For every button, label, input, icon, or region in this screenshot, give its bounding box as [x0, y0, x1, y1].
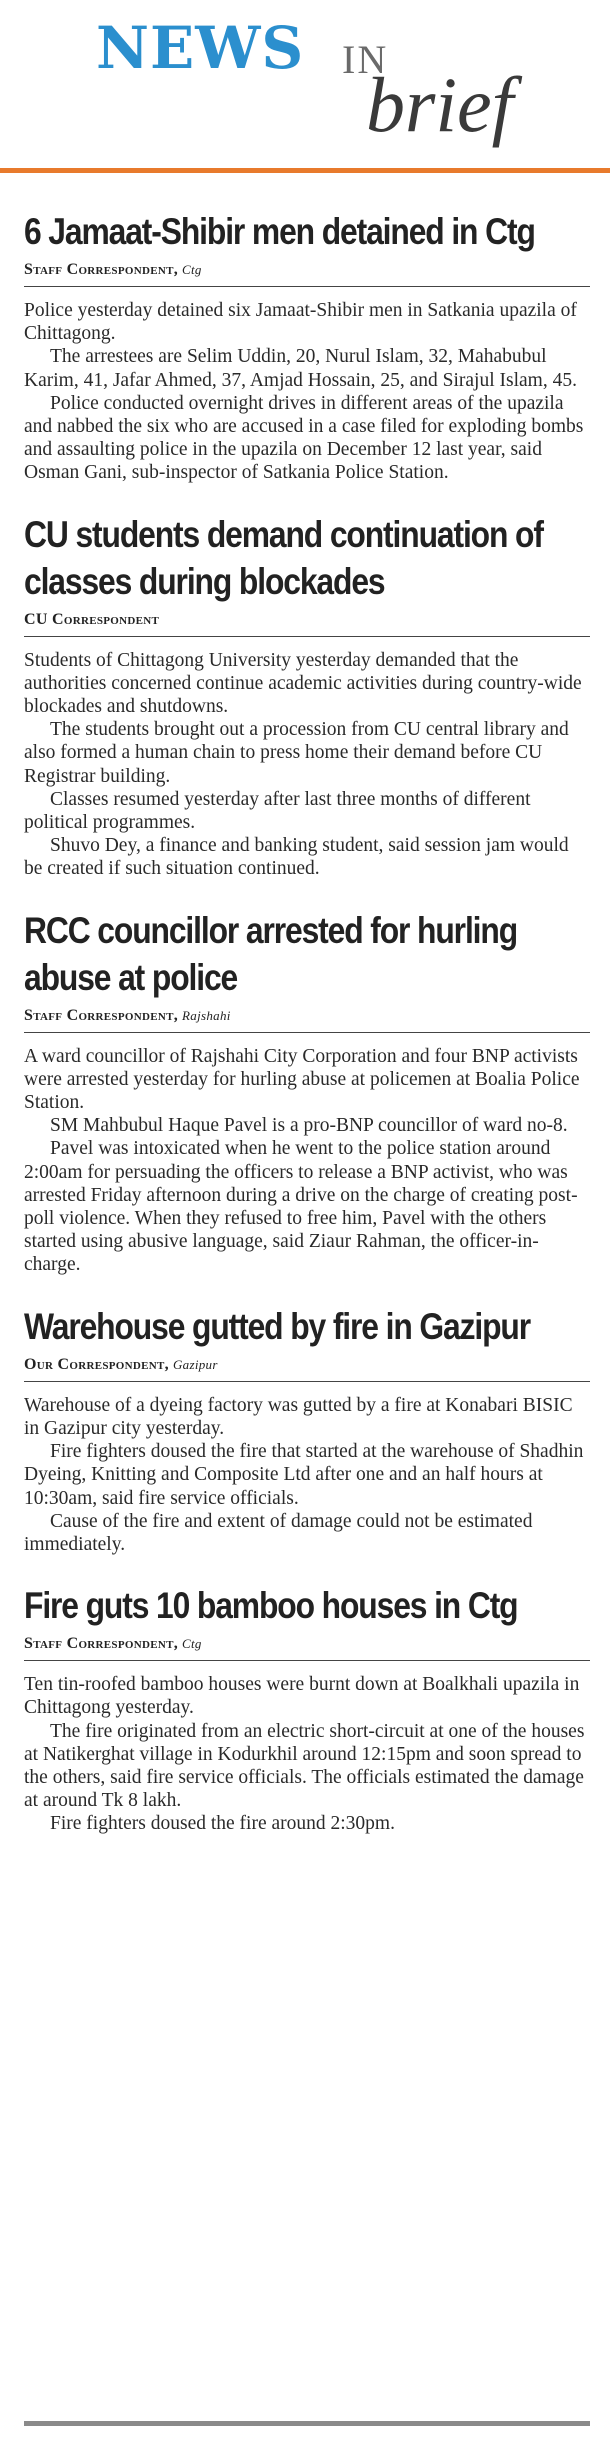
- byline-author: Staff Correspondent,: [24, 261, 179, 278]
- story-body: [24, 1045, 590, 1277]
- story-paragraph: Warehouse of a dyeing factory was gutted by a fire at Konabari BISIC in Gazipur city yesterday.: [24, 1394, 573, 1439]
- story-byline: [24, 1356, 590, 1382]
- story-paragraph: The fire originated from an electric short-circuit at one of the houses at Natikerghat village in Kodurkhil around 12:15pm and soon spread to the others, said fire service officials. The officials estimated the damage at around Tk 8 lakh.: [24, 1720, 585, 1812]
- byline-author: Our Correspondent,: [24, 1355, 169, 1373]
- story: [24, 1582, 590, 1835]
- masthead-brief: brief: [366, 61, 514, 148]
- story-headline: Fire guts 10 bamboo houses in Ctg: [24, 1585, 518, 1627]
- story-headline: CU students demand continuation of classes during blockades: [24, 513, 543, 602]
- story: [24, 511, 590, 881]
- story-paragraph: Police yesterday detained six Jamaat-Shibir men in Satkania upazila of Chittagong.: [24, 300, 577, 345]
- story-paragraph: A ward councillor of Rajshahi City Corporation and four BNP activists were arrested yesterday for hurling abuse at policemen at Boalia Police Station.: [24, 1045, 580, 1114]
- story-body: [24, 1394, 590, 1556]
- story-paragraph: Shuvo Dey, a finance and banking student, said session jam would be created if such situation continued.: [24, 835, 569, 880]
- story-body: [24, 299, 590, 485]
- byline-location: Ctg: [182, 1636, 202, 1652]
- story-headline: 6 Jamaat-Shibir men detained in Ctg: [24, 211, 535, 252]
- story-headline: RCC councillor arrested for hurling abuse at police: [24, 909, 518, 998]
- story-paragraph: SM Mahbubul Haque Pavel is a pro-BNP councillor of ward no-8.: [50, 1115, 568, 1137]
- story-byline: [24, 611, 590, 637]
- story-byline: [24, 1007, 590, 1033]
- story-paragraph: Cause of the fire and extent of damage could not be estimated immediately.: [24, 1510, 533, 1555]
- story-paragraph: Fire fighters doused the fire around 2:30pm.: [50, 1813, 395, 1835]
- story-body: [24, 649, 590, 881]
- story: [24, 907, 590, 1277]
- story-byline: [24, 261, 590, 287]
- masthead: [24, 0, 590, 150]
- story: [24, 1303, 590, 1556]
- story-paragraph: Ten tin-roofed bamboo houses were burnt down at Boalkhali upazila in Chittagong yesterday.: [24, 1674, 580, 1719]
- story-body: [24, 1673, 590, 1835]
- story-paragraph: Classes resumed yesterday after last three months of different political programmes.: [24, 788, 531, 834]
- story-paragraph: Fire fighters doused the fire that started at the warehouse of Shadhin Dyeing, Knitting and Composite Ltd after one and an half hours at 10:30am, said fire service officials.: [24, 1441, 584, 1509]
- masthead-rule: [0, 168, 610, 173]
- bottom-rule: [24, 2421, 590, 2426]
- byline-location: Ctg: [182, 262, 202, 277]
- story-paragraph: Police conducted overnight drives in different areas of the upazila and nabbed the six who are accused in a case filed for exploding bombs and assaulting police in the upazila on December 12 last year, said Osman Gani, sub-inspector of Satkania Police Station.: [24, 392, 584, 484]
- story-paragraph: The arrestees are Selim Uddin, 20, Nurul Islam, 32, Mahabubul Karim, 41, Jafar Ahmed, 37, Amjad Hossain, 25, and Sirajul Islam, 45.: [24, 346, 577, 391]
- story: [24, 208, 590, 485]
- story-byline: [24, 1635, 590, 1661]
- story-paragraph: Students of Chittagong University yesterday demanded that the authorities concerned continue academic activities during country-wide blockades and shutdowns.: [24, 649, 582, 718]
- masthead-news: NEWS: [96, 14, 305, 82]
- byline-location: Rajshahi: [182, 1007, 231, 1023]
- byline-author: Staff Correspondent,: [24, 1635, 179, 1653]
- masthead-in: IN: [342, 37, 389, 82]
- byline-author: CU Correspondent: [24, 610, 160, 628]
- story-headline: Warehouse gutted by fire in Gazipur: [24, 1305, 531, 1347]
- byline-author: Staff Correspondent,: [24, 1006, 179, 1024]
- story-paragraph: Pavel was intoxicated when he went to the police station around 2:00am for persuading the officers to release a BNP activist, who was arrested Friday afternoon during a drive on the charge of creating post-poll violence. When they refused to free him, Pavel with the others started using abusive language, said Ziaur Rahman, the officer-in-charge.: [24, 1138, 578, 1276]
- stories-column: [24, 178, 590, 1836]
- story-paragraph: The students brought out a procession from CU central library and also formed a human chain to press home their demand before CU Registrar building.: [24, 719, 569, 787]
- byline-location: Gazipur: [172, 1356, 218, 1372]
